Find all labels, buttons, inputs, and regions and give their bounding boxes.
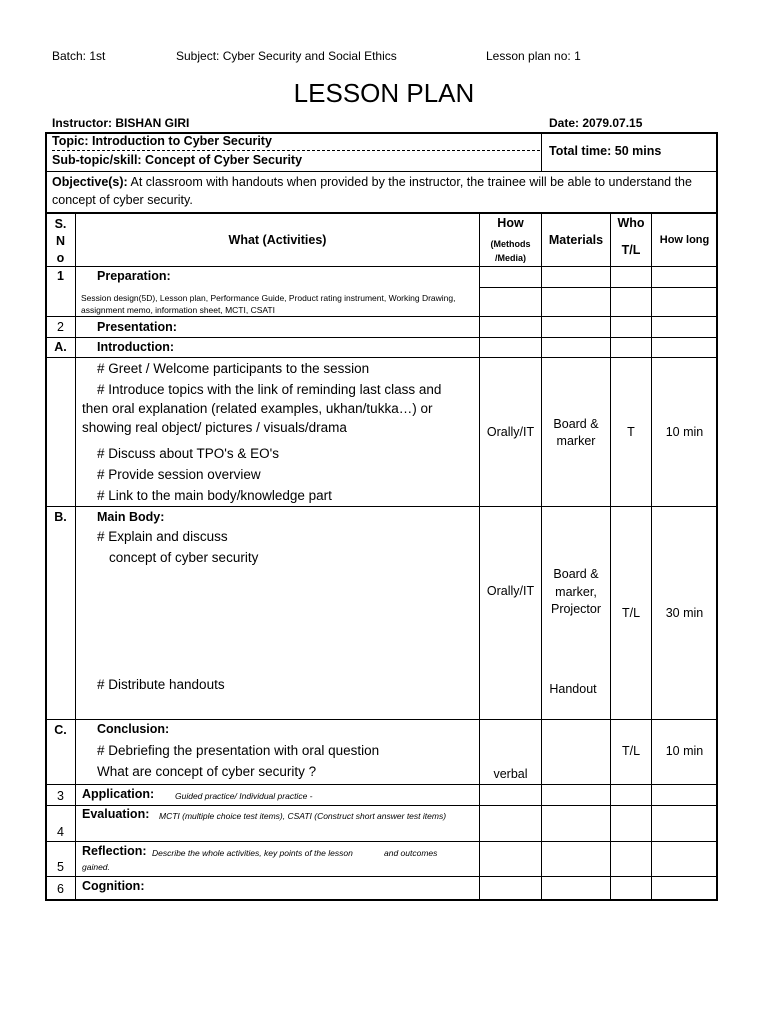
row-line bbox=[46, 337, 717, 338]
col-header-how-long: How long bbox=[659, 234, 710, 246]
row-number: 4 bbox=[57, 825, 64, 839]
lesson-plan-number: Lesson plan no: 1 bbox=[486, 49, 581, 63]
conclusion-how: verbal bbox=[493, 767, 528, 781]
main-body-handout: Handout bbox=[549, 682, 597, 696]
presentation-heading: Presentation: bbox=[97, 320, 177, 334]
cognition-heading: Cognition: bbox=[82, 879, 145, 893]
main-body-how-long: 30 min bbox=[665, 606, 704, 620]
instructor-label: Instructor: BISHAN GIRI bbox=[52, 116, 190, 130]
row-line bbox=[479, 287, 717, 288]
row-letter: B. bbox=[54, 510, 67, 524]
row-letter: C. bbox=[54, 723, 67, 737]
row-line bbox=[46, 357, 717, 358]
activity-item: # Distribute handouts bbox=[97, 677, 225, 692]
reflection-heading: Reflection: bbox=[82, 844, 147, 858]
application-heading: Application: bbox=[82, 787, 155, 801]
page-title: LESSON PLAN bbox=[293, 78, 475, 108]
subtopic-label: Sub-topic/skill: Concept of Cyber Security bbox=[52, 153, 303, 167]
row-number: 5 bbox=[57, 860, 64, 874]
col-header-materials: Materials bbox=[548, 233, 604, 247]
main-body-heading: Main Body: bbox=[97, 510, 165, 524]
dashed-divider bbox=[52, 150, 540, 151]
activity-item: # Explain and discuss bbox=[97, 529, 228, 544]
col-header-who: Who bbox=[617, 216, 645, 230]
col-header-what: What (Activities) bbox=[228, 233, 327, 247]
row-line bbox=[46, 266, 717, 267]
total-time-label: Total time: 50 mins bbox=[549, 144, 662, 158]
reflection-note-continued: and outcomes bbox=[384, 848, 438, 858]
row-line bbox=[46, 316, 717, 317]
divider bbox=[541, 133, 542, 171]
conclusion-who: T/L bbox=[621, 744, 641, 758]
topic-label: Topic: Introduction to Cyber Security bbox=[52, 134, 272, 148]
row-line bbox=[46, 506, 717, 507]
activity-item: showing real object/ pictures / visuals/drama bbox=[82, 420, 347, 435]
col-header-who-sub: T/L bbox=[621, 243, 641, 257]
row-number: 6 bbox=[57, 882, 64, 896]
row-line bbox=[46, 841, 717, 842]
activity-item: # Provide session overview bbox=[97, 467, 261, 482]
col-header-sno: S. N o bbox=[54, 217, 67, 265]
row-number: 1 bbox=[57, 269, 64, 283]
activity-item: # Link to the main body/knowledge part bbox=[97, 488, 332, 503]
evaluation-heading: Evaluation: bbox=[82, 807, 150, 821]
application-note: Guided practice/ Individual practice - bbox=[175, 791, 313, 801]
date-label: Date: 2079.07.15 bbox=[549, 116, 643, 130]
objective-text bbox=[52, 173, 712, 209]
activity-item: # Debriefing the presentation with oral question bbox=[97, 743, 380, 758]
activity-item: # Discuss about TPO's & EO's bbox=[97, 446, 279, 461]
divider bbox=[46, 171, 717, 172]
main-body-how: Orally/IT bbox=[486, 584, 535, 598]
activity-item: concept of cyber security bbox=[109, 550, 259, 565]
activity-item: What are concept of cyber security ? bbox=[97, 764, 317, 779]
objective-body: At classroom with handouts when provided by the instructor, the trainee will be able to understand the concept of cyber security. bbox=[52, 175, 692, 207]
row-line bbox=[46, 876, 717, 877]
main-body-materials: Board & marker, Projector bbox=[550, 567, 602, 616]
row-line bbox=[46, 784, 717, 785]
intro-how: Orally/IT bbox=[486, 425, 535, 439]
conclusion-heading: Conclusion: bbox=[97, 722, 170, 736]
intro-how-long: 10 min bbox=[665, 425, 704, 439]
subject-label: Subject: Cyber Security and Social Ethics bbox=[176, 49, 397, 63]
intro-who: T bbox=[627, 425, 635, 439]
preparation-heading: Preparation: bbox=[97, 269, 171, 283]
activity-item: then oral explanation (related examples, ukhan/tukka…) or bbox=[82, 401, 433, 416]
row-line bbox=[46, 805, 717, 806]
conclusion-how-long: 10 min bbox=[665, 744, 704, 758]
row-line bbox=[46, 719, 717, 720]
main-body-who: T/L bbox=[621, 606, 641, 620]
row-number: 2 bbox=[57, 320, 64, 334]
col-header-how: How bbox=[497, 216, 524, 230]
evaluation-note: MCTI (multiple choice test items), CSATI (Construct short answer test items) bbox=[159, 811, 447, 821]
intro-materials: Board & marker bbox=[553, 417, 599, 448]
reflection-note: Describe the whole activities, key points of the lesson bbox=[152, 848, 353, 858]
row-letter: A. bbox=[54, 340, 67, 354]
preparation-detail: Session design(5D), Lesson plan, Performance Guide, Product rating instrument, Working Drawing, assignment memo, information sheet, MCTI, CSATI bbox=[81, 293, 456, 315]
batch-label: Batch: 1st bbox=[52, 49, 106, 63]
col-header-how-sub: (Methods /Media) bbox=[490, 239, 531, 263]
introduction-heading: Introduction: bbox=[97, 340, 175, 354]
row-number: 3 bbox=[57, 789, 64, 803]
activity-item: # Greet / Welcome participants to the session bbox=[97, 361, 370, 376]
objective-label: Objective(s): bbox=[52, 175, 128, 189]
reflection-note-end: gained. bbox=[82, 862, 110, 872]
activity-item: # Introduce topics with the link of reminding last class and bbox=[97, 382, 442, 397]
